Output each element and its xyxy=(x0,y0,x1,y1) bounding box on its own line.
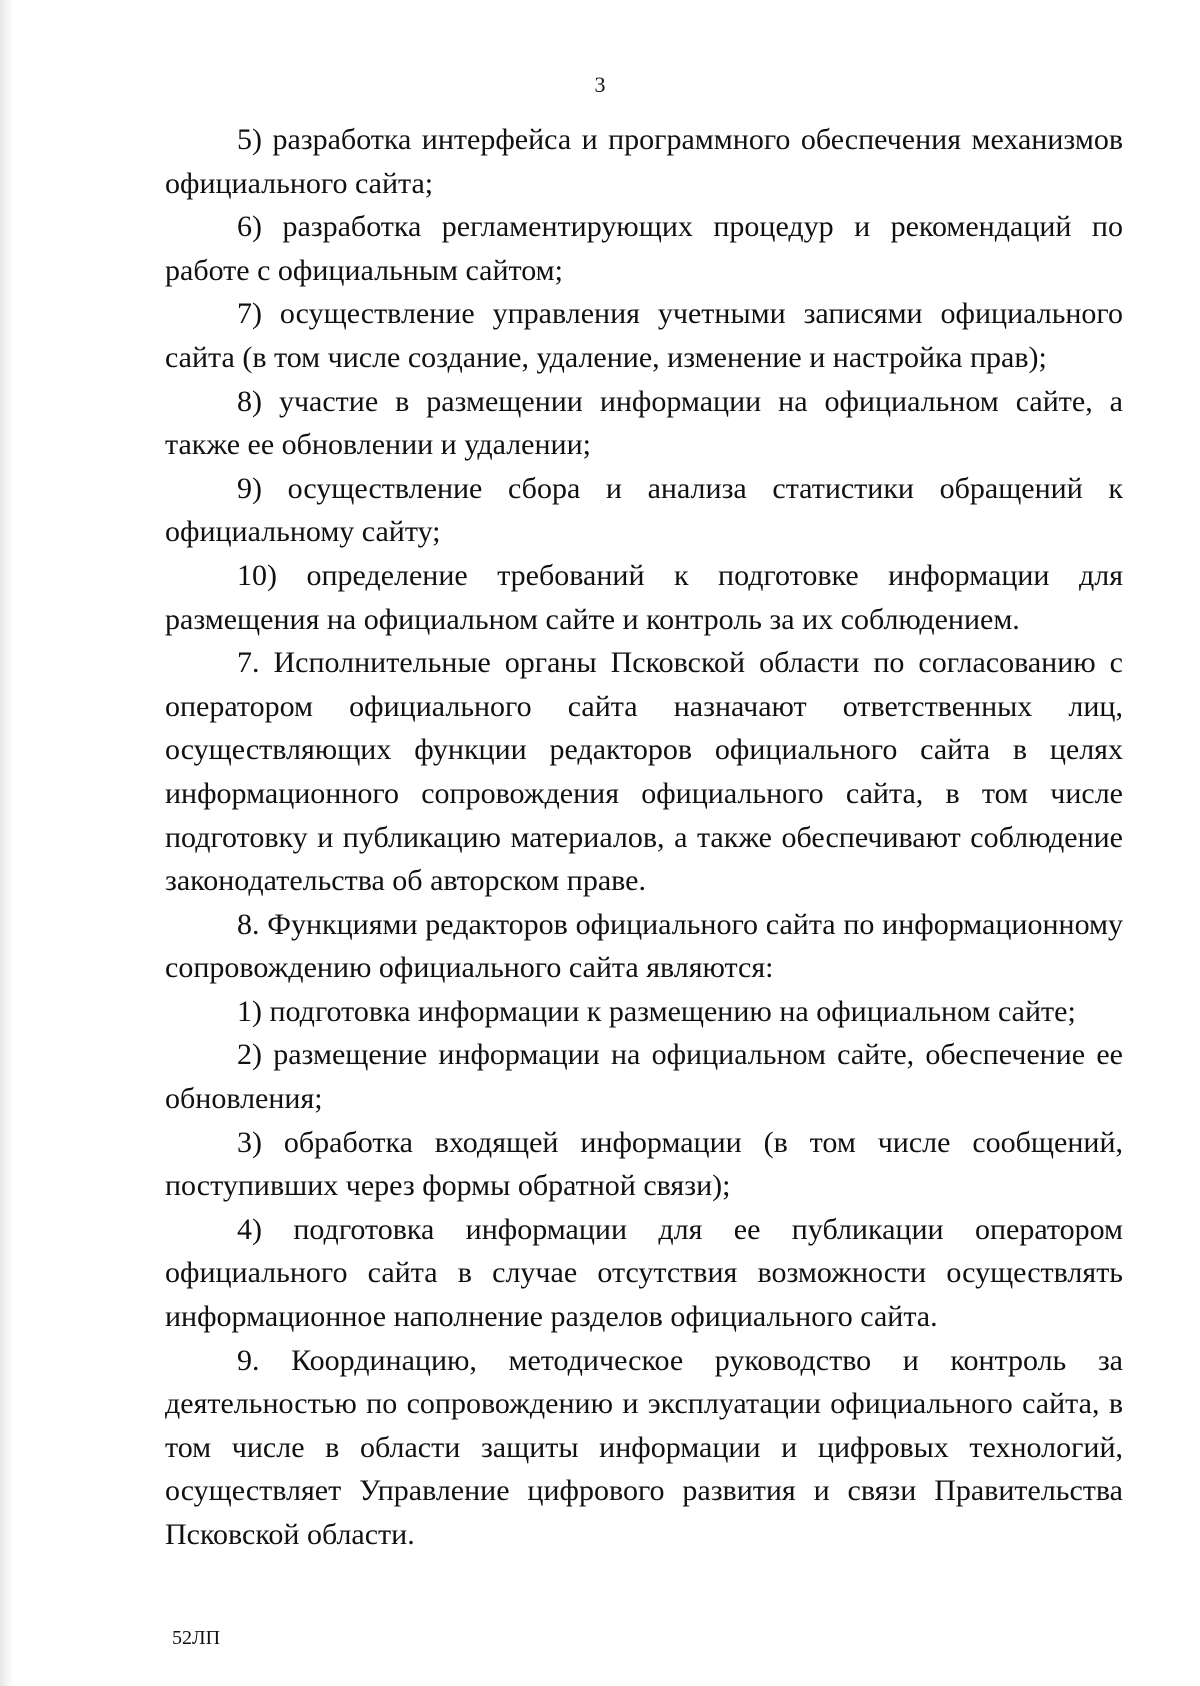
paragraph-item-5: 5) разработка интерфейса и программного обеспечения механизмов официального сайта; xyxy=(165,123,1123,200)
paragraph-subitem-1: 1) подготовка информации к размещению на официальном сайте; xyxy=(237,994,1076,1028)
paragraph-section-9: 9. Координацию, методическое руководство и контроль за деятельностью по сопровождению и эксплуатации официального сайта, в том числе в области защиты информации и цифровых технологий, осуществляет Управление цифрового развития и связи Правительства Псковской области. xyxy=(165,1343,1123,1551)
paragraph-item-10: 10) определение требований к подготовке информации для размещения на официальном сайте и контроль за их соблюдением. xyxy=(165,558,1123,636)
paragraph-section-8: 8. Функциями редакторов официального сайта по информационному сопровождению официального сайта являются: xyxy=(165,907,1123,985)
paragraph-item-7: 7) осуществление управления учетными записями официального сайта (в том числе создание, удаление, изменение и настройка прав); xyxy=(165,297,1123,374)
page-number: 3 xyxy=(594,72,606,97)
paragraph-subitem-3: 3) обработка входящей информации (в том числе сообщений, поступивших через формы обратной связи); xyxy=(165,1125,1123,1203)
paragraph-subitem-4: 4) подготовка информации для ее публикации оператором официального сайта в случае отсутствия возможности осуществлять информационное наполнение разделов официального сайта. xyxy=(165,1212,1123,1334)
paragraph-item-9: 9) осуществление сбора и анализа статистики обращений к официальному сайту; xyxy=(165,471,1123,549)
document-code: 52ЛП xyxy=(172,1627,221,1649)
paragraph-subitem-2: 2) размещение информации на официальном сайте, обеспечение ее обновления; xyxy=(165,1038,1123,1116)
paragraph-section-7: 7. Исполнительные органы Псковской области по согласованию с оператором официального сайта назначают ответственных лиц, осуществляющих функции редакторов официального сайта в целях информационного сопровождения официального сайта, в том числе подготовку и публикацию материалов, а также обеспечивают соблюдение законодательства об авторском праве. xyxy=(165,646,1123,898)
paragraph-item-6: 6) разработка регламентирующих процедур и рекомендаций по работе с официальным сайтом; xyxy=(165,210,1123,287)
scan-edge xyxy=(0,0,14,1686)
document-body xyxy=(165,118,1123,1557)
paragraph-item-8: 8) участие в размещении информации на официальном сайте, а также ее обновлении и удалении; xyxy=(165,384,1123,462)
